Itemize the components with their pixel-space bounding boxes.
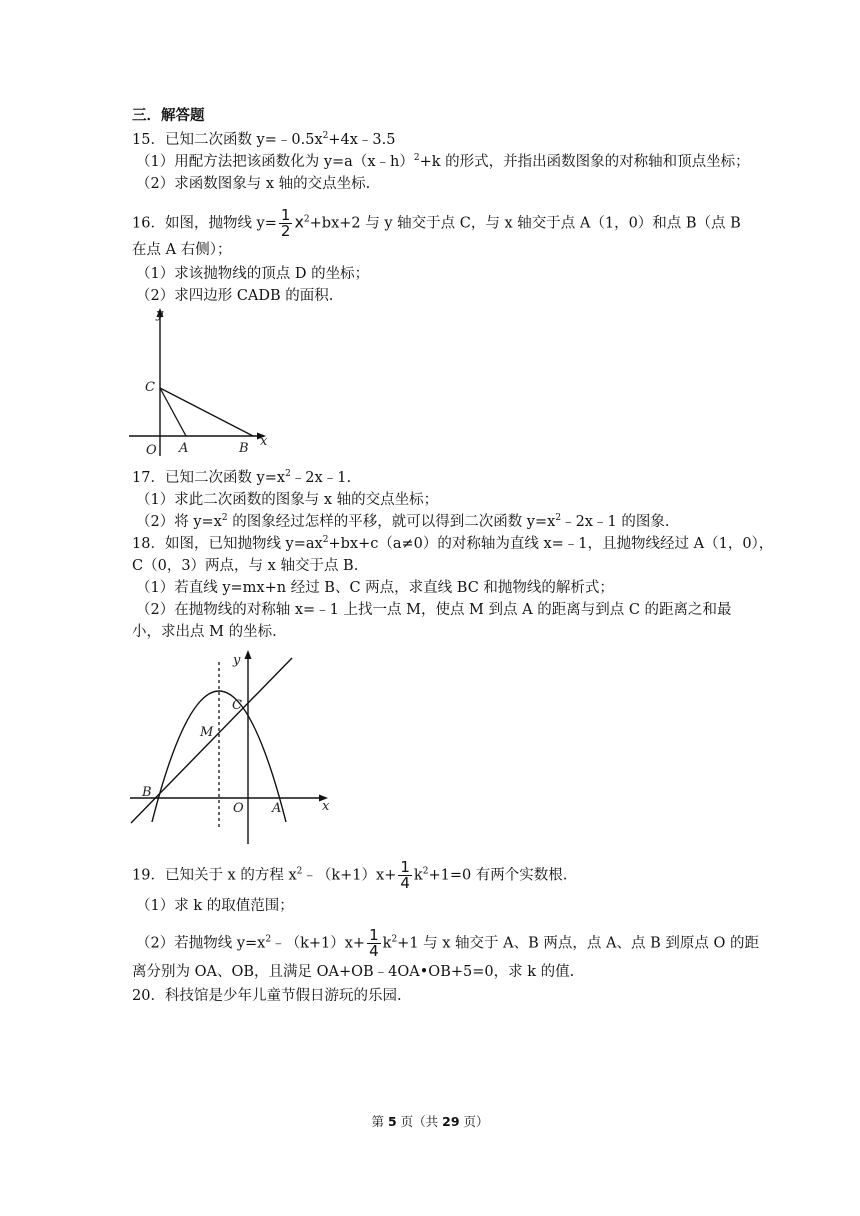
q17-part1: （1）求此二次函数的图象与 x 轴的交点坐标； bbox=[136, 492, 439, 508]
q16-label-c: C bbox=[145, 380, 155, 395]
q17-stem: 17．已知二次函数 $y=x^2﹣2x﹣1$. bbox=[132, 469, 352, 486]
q18-figure bbox=[126, 642, 338, 848]
q19-fraction: $\frac{1}{4}$ bbox=[400, 858, 410, 892]
q18-label-o: O bbox=[233, 801, 244, 816]
q19-stem: 19．已知关于 x 的方程 $x^2﹣(k+1)x+$ $\frac{1}{4}$ $k^2+1=0$ 有两个实数根. bbox=[132, 858, 568, 892]
q15-part2: （2）求函数图象与 x 轴的交点坐标. bbox=[136, 176, 371, 192]
q19-part1: （1）求 k 的取值范围； bbox=[136, 898, 294, 914]
q16-stem: 16．如图，抛物线 y= $\frac{1}{2}$ $x^2+bx+2$ 与 y 轴交于点 C，与 x 轴交于点 A（1，0）和点 B（点 B bbox=[132, 206, 741, 240]
page-total: 29 bbox=[442, 1114, 460, 1129]
q16-stem-cont: 在点 A 右侧）； bbox=[132, 242, 232, 258]
page-number: 5 bbox=[387, 1114, 397, 1129]
q15-part1: （1）用配方法把该函数化为 y=a（x﹣h）$^2$+k 的形式，并指出函数图象的对称轴和顶点坐标； bbox=[136, 153, 750, 170]
q16-label-a: A bbox=[179, 441, 189, 456]
q18-stem: 18．如图，已知抛物线 $y=ax^2+bx+c(a\ne 0)$的对称轴为直线 x=﹣1，且抛物线经过 A（1，0）， bbox=[132, 535, 774, 552]
q18-label-a: A bbox=[272, 801, 282, 816]
q17-part2: （2）将 $y=x^2$ 的图象经过怎样的平移，就可以得到二次函数 $y=x^2﹣2x﹣1$ 的图象. bbox=[136, 513, 670, 530]
q16-figure bbox=[126, 306, 276, 462]
q16-segment-cb bbox=[160, 388, 253, 436]
q18-label-b: B bbox=[142, 785, 152, 800]
q20-stem: 20．科技馆是少年儿童节假日游玩的乐园. bbox=[132, 988, 402, 1004]
q18-part1: （1）若直线 y=mx+n 经过 B、C 两点，求直线 BC 和抛物线的解析式； bbox=[136, 580, 614, 596]
q16-label-o: O bbox=[146, 443, 157, 458]
q18-stem-cont: C（0，3）两点，与 x 轴交于点 B. bbox=[132, 558, 359, 574]
q16-label-x: x bbox=[260, 434, 268, 449]
q18-label-y: y bbox=[233, 653, 241, 668]
q19-part2-fraction: $\frac{1}{4}$ bbox=[369, 926, 379, 960]
q16-part2: （2）求四边形 CADB 的面积. bbox=[136, 288, 334, 304]
q16-part1: （1）求该抛物线的顶点 D 的坐标； bbox=[136, 266, 370, 282]
page-footer: 第 5 页（共 29 页） bbox=[371, 1114, 489, 1129]
q18-label-m: M bbox=[200, 725, 214, 740]
q18-y-arrow bbox=[245, 650, 252, 659]
q16-label-y: y bbox=[156, 307, 164, 322]
q18-label-c: C bbox=[232, 698, 242, 713]
section-title: 三．解答题 bbox=[132, 108, 205, 124]
q16-fraction: $\frac{1}{2}$ bbox=[280, 206, 291, 240]
q18-part2: （2）在抛物线的对称轴 x=﹣1 上找一点 M，使点 M 到点 A 的距离与到点 C 的距离之和最 bbox=[136, 602, 732, 618]
q18-part2-cont: 小，求出点 M 的坐标. bbox=[132, 624, 277, 640]
q15-stem: 15．已知二次函数 $y=﹣0.5x^2+4x﹣3.5$ bbox=[132, 131, 396, 148]
q16-label-b: B bbox=[239, 441, 249, 456]
q18-label-x: x bbox=[322, 799, 330, 814]
q19-part2-cont: 离分别为 OA、OB，且满足 OA+OB﹣4OA•OB+5=0，求 k 的值. bbox=[132, 964, 575, 980]
q19-part2: （2）若抛物线 $y=x^2﹣(k+1)x+$ $\frac{1}{4}$ $k^2+1$ 与 x 轴交于 A、B 两点，点 A、点 B 到原点 O 的距 bbox=[136, 926, 759, 960]
